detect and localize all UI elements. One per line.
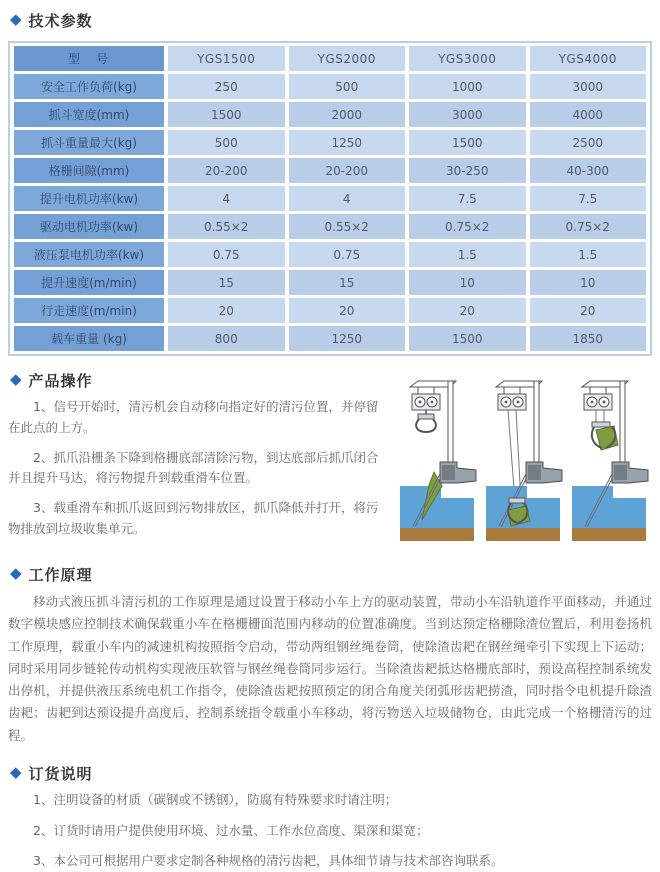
spec-value-cell: 1850 (530, 326, 647, 351)
spec-value-cell: 0.75 (168, 242, 285, 267)
spec-value-cell: 4 (168, 186, 285, 211)
spec-value-cell: 20 (289, 298, 406, 323)
spec-value-cell: 500 (168, 130, 285, 155)
spec-value-cell: 30-250 (409, 158, 526, 183)
spec-value-cell: 0.75 (289, 242, 406, 267)
wire-rope (596, 410, 604, 422)
spec-value-cell: 7.5 (530, 186, 647, 211)
ordering-heading (10, 763, 652, 784)
ordering-note: 3、本公司可根据用户要求定制各种规格的清污齿耙，具体细节请与技术部咨询联系。 (33, 853, 504, 869)
spec-row (14, 130, 646, 155)
spec-row-label: 载车重量 (kg) (14, 326, 164, 351)
diamond-bullet-icon: ◆ (10, 10, 22, 28)
spec-row (14, 158, 646, 183)
spec-value-cell: 20-200 (168, 158, 285, 183)
mast (448, 381, 453, 465)
spec-value-cell: 1250 (289, 130, 406, 155)
grab-claw-icon (592, 422, 610, 427)
spec-row-label: 安全工作负荷(kg) (14, 74, 164, 99)
spec-row (14, 270, 646, 295)
spec-value-cell: 0.75×2 (530, 214, 647, 239)
mast (620, 381, 625, 465)
ground (400, 528, 474, 541)
spec-value-cell: 2500 (530, 130, 647, 155)
spec-row (14, 326, 646, 351)
section-title: 订货说明 (28, 764, 93, 783)
operation-stage-1-illustration (396, 370, 480, 548)
spec-value-cell: 800 (168, 326, 285, 351)
section-title: 工作原理 (28, 566, 93, 584)
spec-value-cell: 0.55×2 (289, 214, 406, 239)
operation-step: 3、载重滑车和抓爪返回到污物排放区，抓爪降低并打开，将污物排放到垃圾收集单元。 (8, 500, 379, 536)
spec-value-cell: 1500 (168, 102, 285, 127)
spec-value-cell: 15 (168, 270, 285, 295)
spec-value-cell: 4000 (530, 102, 647, 127)
spec-row (14, 242, 646, 267)
spec-value-cell: 500 (289, 74, 406, 99)
section-title: 技术参数 (28, 12, 93, 30)
spec-row (14, 214, 646, 239)
ordering-section (8, 763, 652, 872)
spec-value-cell: 10 (530, 270, 647, 295)
spec-table-body (14, 74, 646, 351)
diamond-bullet-icon: ◆ (10, 370, 22, 388)
operation-stage-3-illustration (568, 370, 652, 548)
grab-claw-icon (509, 498, 525, 503)
ground (572, 528, 646, 541)
spec-table-header-row (14, 46, 646, 71)
spec-value-cell: 1000 (409, 74, 526, 99)
spec-value-cell: 15 (289, 270, 406, 295)
spec-value-cell: 0.75×2 (409, 214, 526, 239)
spec-value-cell: 0.55×2 (168, 214, 285, 239)
diamond-bullet-icon: ◆ (10, 564, 22, 582)
spec-row-label: 液压泵电机功率(kw) (14, 242, 164, 267)
model-column-header: YGS4000 (530, 46, 647, 71)
spec-row-label: 驱动电机功率(kw) (14, 214, 164, 239)
spec-value-cell: 1250 (289, 326, 406, 351)
ordering-note: 1、注明设备的材质（碳钢或不锈钢），防腐有特殊要求时请注明； (33, 791, 398, 807)
spec-row-label: 抓斗宽度(mm) (14, 102, 164, 127)
ground (486, 528, 560, 541)
working-principle-heading (10, 564, 652, 585)
spec-value-cell: 4 (289, 186, 406, 211)
operation-diagram (396, 370, 652, 550)
spec-value-cell: 1500 (409, 326, 526, 351)
product-operation-heading (10, 370, 388, 391)
spec-row (14, 186, 646, 211)
spec-row-label: 提升电机功率(kw) (14, 186, 164, 211)
model-column-header: YGS2000 (289, 46, 406, 71)
spec-value-cell: 20-200 (289, 158, 406, 183)
spec-value-cell: 10 (409, 270, 526, 295)
spec-row (14, 74, 646, 99)
spec-value-cell: 20 (530, 298, 647, 323)
spec-value-cell: 7.5 (409, 186, 526, 211)
spec-value-cell: 1.5 (530, 242, 647, 267)
spec-value-cell: 3000 (409, 102, 526, 127)
spec-row-label: 提升速度(m/min) (14, 270, 164, 295)
operation-stage-2-illustration (482, 370, 566, 548)
operation-step: 2、抓爪沿栅条下降到格栅底部清除污物，到达底部后抓爪闭合并且提升马达，将污物提升到载重滑车位置。 (8, 449, 379, 486)
spec-row-label: 格栅间隙(mm) (14, 158, 164, 183)
spec-value-cell: 2000 (289, 102, 406, 127)
spec-value-cell: 1500 (409, 130, 526, 155)
working-principle-section (8, 564, 652, 747)
spec-row (14, 298, 646, 323)
tech-params-heading (10, 10, 652, 31)
section-title: 产品操作 (28, 372, 93, 390)
model-label-header: 型 号 (14, 46, 164, 71)
spec-value-cell: 1.5 (409, 242, 526, 267)
product-operation-section (8, 370, 652, 554)
model-column-header: YGS1500 (168, 46, 285, 71)
spec-value-cell: 20 (168, 298, 285, 323)
mast (534, 381, 539, 465)
spec-value-cell: 3000 (530, 74, 647, 99)
model-column-header: YGS3000 (409, 46, 526, 71)
spec-value-cell: 40-300 (530, 158, 647, 183)
working-principle-text: 移动式液压抓斗清污机的工作原理是通过设置于移动小车上方的驱动装置，带动小车沿轨道作平面移动，并通过数字模块感应控制技术确保载重小车在格栅栅面范围内移动的位置准确度。当到达预定格栅除渣位置后，利用卷扬机工作原理，载重小车内的减速机构按照指令启动，带动两组钢丝绳卷筒，使除渣齿耙在钢丝绳牵引下实现上下运动；同时采用同步链轮传动机构实现液压软管与钢丝绳卷筒同步运行。当除渣齿耙抵达格栅底部时，预设高程控制系统发出停机，并提供液压系统电机工作指令，使除渣齿耙按照预定的闭合角度关闭弧形齿耙捞渣，同时指令电机提升除渣齿耙；齿耙到达预设提升高度后，控制系统指令载重小车移动，将污物送入垃圾储物仓，由此完成一个格栅清污的过程。 (8, 594, 652, 743)
spec-table (8, 41, 652, 356)
spec-value-cell: 250 (168, 74, 285, 99)
diamond-bullet-icon: ◆ (10, 762, 22, 781)
spec-row-label: 抓斗重量最大(kg) (14, 130, 164, 155)
operation-step: 1、信号开始时，清污机会自动移向指定好的清污位置，并停留在此点的上方。 (8, 399, 379, 435)
ordering-notes (8, 790, 652, 872)
spec-row-label: 行走速度(m/min) (14, 298, 164, 323)
ordering-note: 2、订货时请用户提供使用环境、过水量、工作水位高度、渠深和渠宽； (33, 822, 429, 838)
water (572, 486, 646, 528)
spec-row (14, 102, 646, 127)
spec-value-cell: 20 (409, 298, 526, 323)
grab-claw-icon (418, 414, 434, 419)
